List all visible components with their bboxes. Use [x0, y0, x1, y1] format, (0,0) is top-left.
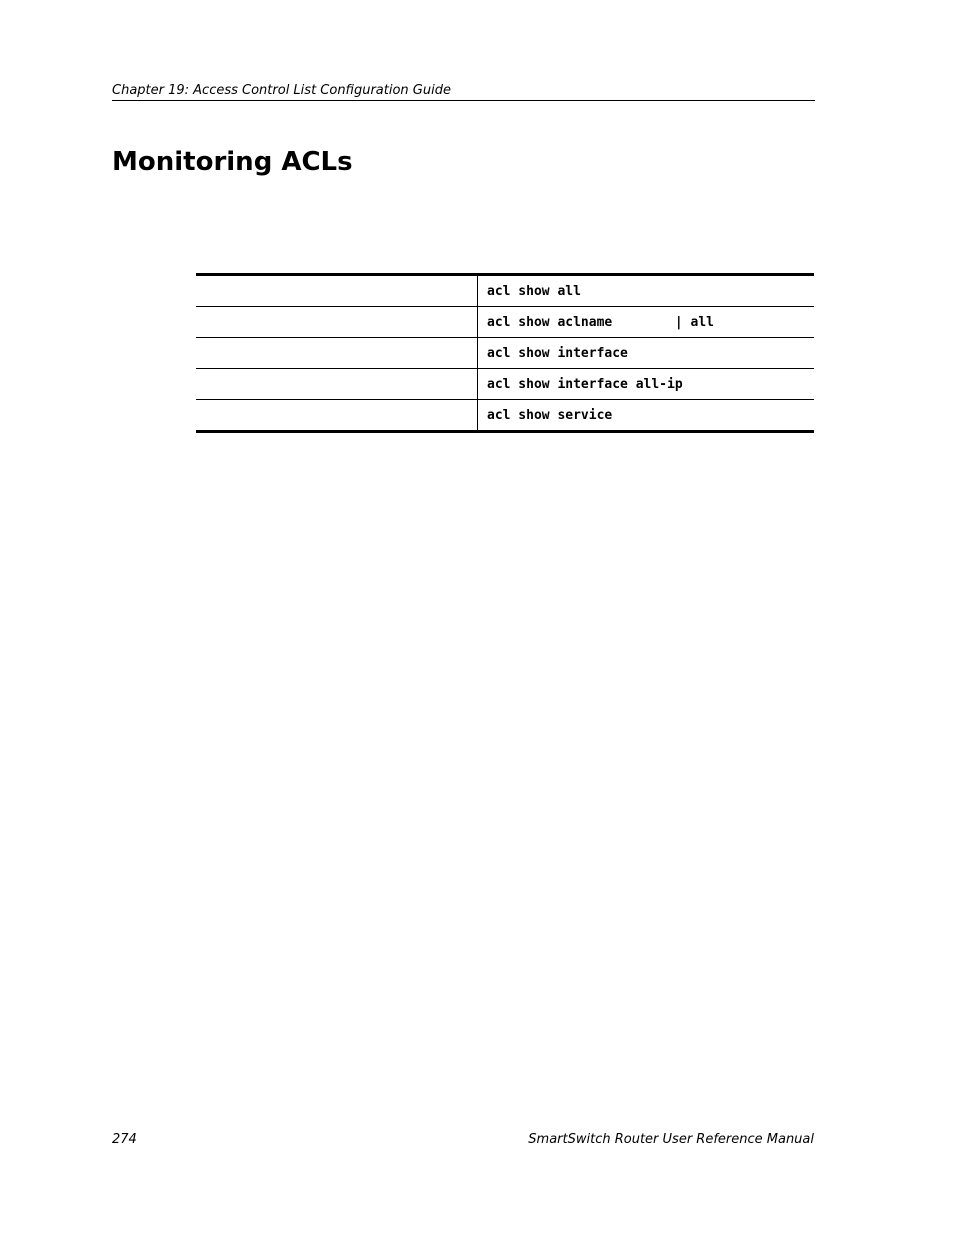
table-row [196, 307, 814, 338]
running-header [112, 79, 815, 101]
task-description-cell [196, 400, 478, 432]
command-cell: acl show interface [478, 338, 815, 369]
table-row [196, 338, 814, 369]
task-description-cell [196, 275, 478, 307]
table-row [196, 400, 814, 432]
table-row [196, 369, 814, 400]
command-cell: acl show interface all-ip [478, 369, 815, 400]
page-number: 274 [112, 1132, 137, 1147]
chapter-title: Chapter 19: Access Control List Configuration Guide [112, 83, 451, 98]
table-row [196, 275, 814, 307]
task-description-cell [196, 307, 478, 338]
section-title: Monitoring ACLs [112, 147, 353, 177]
task-description-cell [196, 369, 478, 400]
task-description-cell [196, 338, 478, 369]
manual-title: SmartSwitch Router User Reference Manual [528, 1132, 814, 1147]
command-cell: acl show service [487, 407, 613, 423]
command-table [196, 273, 814, 433]
command-cell: acl show aclname | all [478, 307, 815, 338]
command-cell: acl show all [478, 275, 815, 307]
